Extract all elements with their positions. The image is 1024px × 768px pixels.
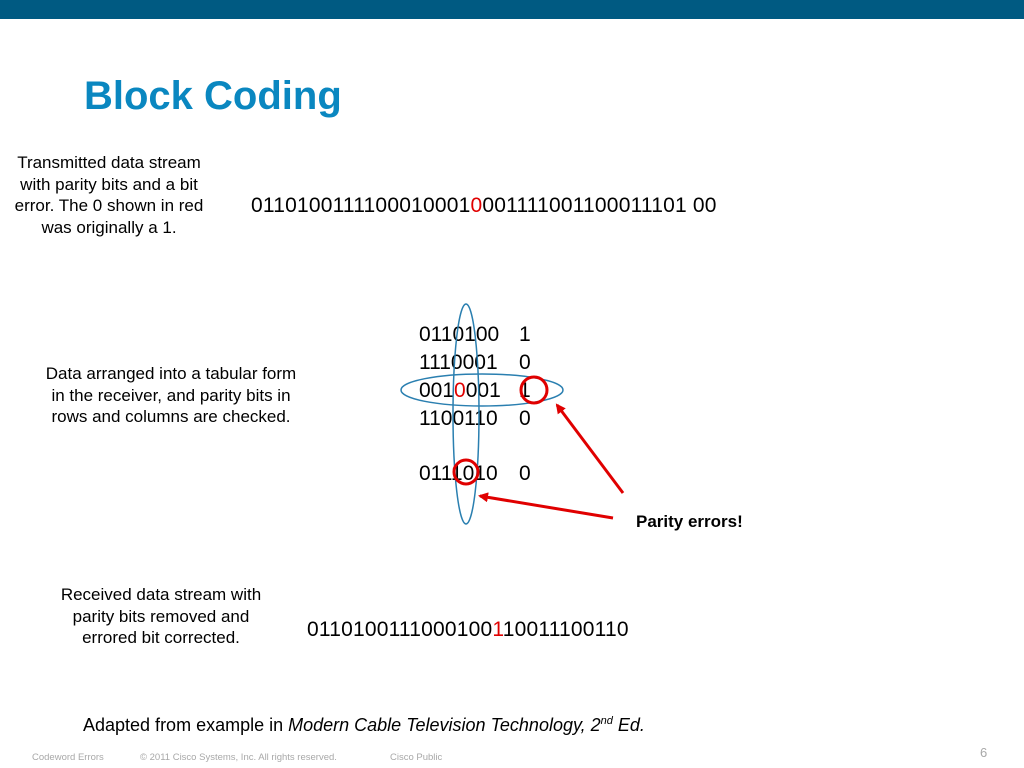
row-parity-error-circle xyxy=(521,377,547,403)
received-stream xyxy=(307,618,629,642)
slide-title: Block Coding xyxy=(84,74,342,118)
row-bits-text: 001 xyxy=(419,379,455,402)
credit-prefix: Adapted from example in xyxy=(83,715,289,735)
credit-superscript: nd xyxy=(600,715,613,727)
page-number: 6 xyxy=(980,745,988,760)
stream-bits-before: 0110100111000100 xyxy=(307,618,493,641)
row-parity: 1 xyxy=(519,323,531,346)
column-ellipse xyxy=(453,304,479,524)
row-parity: 1 xyxy=(519,379,531,402)
column-parity-error-circle xyxy=(454,460,478,484)
footer-classification: Cisco Public xyxy=(390,752,443,763)
row-parity: 0 xyxy=(519,462,531,485)
footer-topic: Codeword Errors xyxy=(32,752,104,763)
caption-transmitted: Transmitted data stream with parity bits and a bit error. The 0 shown in red was originally a 1. xyxy=(14,153,204,237)
error-bit: 0 xyxy=(454,379,466,402)
row-parity: 0 xyxy=(519,351,531,374)
credit-suffix: Ed. xyxy=(612,715,645,735)
caption-received: Received data stream with parity bits removed and errored bit corrected. xyxy=(60,585,262,647)
row-bits-text: 0110100 xyxy=(419,323,500,346)
arrow-to-row-error xyxy=(557,405,623,493)
row-bits-text: 0111010 xyxy=(419,462,498,485)
arrow-to-column-error xyxy=(480,496,613,518)
row-bits-text: 1100110 xyxy=(419,407,498,430)
parity-errors-label: Parity errors! xyxy=(636,512,743,531)
row-parity: 0 xyxy=(519,407,531,430)
footer-copyright: © 2011 Cisco Systems, Inc. All rights reserved. xyxy=(140,752,337,763)
stream-bits-after: 001111001100011101 00 xyxy=(482,194,717,217)
source-credit xyxy=(83,715,645,736)
credit-book-title: Modern Cable Television Technology, 2 xyxy=(288,715,601,735)
caption-table: Data arranged into a tabular form in the receiver, and parity bits in rows and columns are checked. xyxy=(45,364,297,426)
stream-bits-before: 0110100111100010001 xyxy=(251,194,471,217)
row-bits-text: 1110001 xyxy=(419,351,498,374)
row-bits-text: 001 xyxy=(465,379,501,402)
corrected-bit: 1 xyxy=(492,618,503,641)
stream-bits-after: 10011100110 xyxy=(502,618,629,641)
error-bit: 0 xyxy=(470,194,483,217)
